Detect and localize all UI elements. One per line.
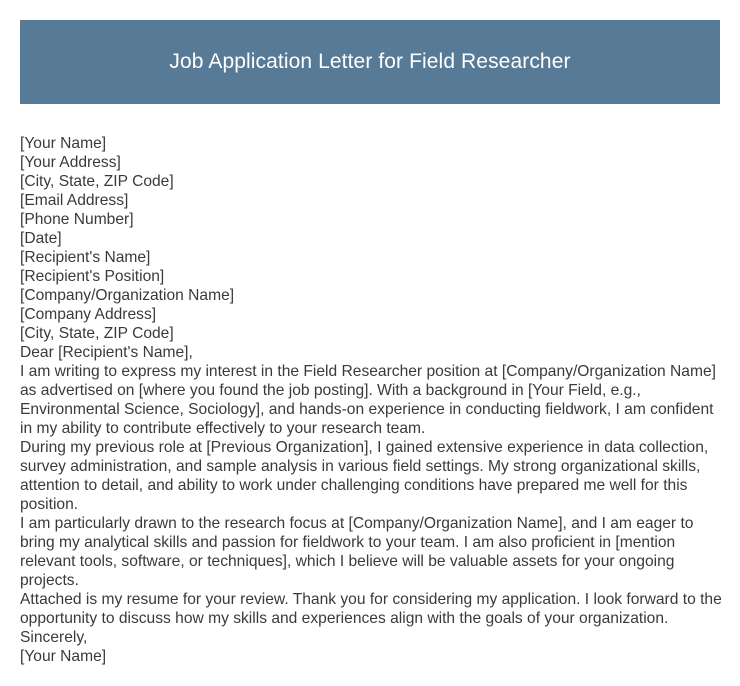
recipient-position: [Recipient's Position] [20, 268, 165, 285]
sender-email: [Email Address] [20, 192, 129, 209]
recipient-company: [Company/Organization Name] [20, 287, 235, 304]
paragraph-experience: During my previous role at [Previous Organization], I gained extensive experience in data collection, survey administration, and sample analysis in various field settings. My strong organizational skills, attention to detail, and ability to work under challenging conditions have prepared me well for this position. [20, 439, 709, 513]
paragraph-intro: I am writing to express my interest in the Field Researcher position at [Company/Organization Name] as advertised on [where you found the job posting]. With a background in [Your Field, e.g., Environmental Science, Sociology], and hands-on experience in conducting fieldwork, I am confident in my ability to contribute effectively to your research team. [20, 363, 716, 437]
letter-body [20, 134, 722, 666]
salutation: Dear [Recipient's Name], [20, 344, 193, 361]
letter-date: [Date] [20, 230, 62, 247]
sender-name: [Your Name] [20, 135, 107, 152]
sender-city-state-zip: [City, State, ZIP Code] [20, 173, 174, 190]
sender-phone: [Phone Number] [20, 211, 134, 228]
paragraph-closing-remarks: Attached is my resume for your review. Thank you for considering my application. I look forward to the opportunity to discuss how my skills and experiences align with the goals of your organization. [20, 591, 722, 627]
recipient-name: [Recipient's Name] [20, 249, 151, 266]
recipient-city-state-zip: [City, State, ZIP Code] [20, 325, 174, 342]
sender-address: [Your Address] [20, 154, 121, 171]
signature: [Your Name] [20, 648, 107, 665]
page-header [20, 20, 720, 104]
page-title: Job Application Letter for Field Researcher [169, 50, 571, 73]
closing: Sincerely, [20, 629, 88, 646]
recipient-address: [Company Address] [20, 306, 157, 323]
paragraph-interest: I am particularly drawn to the research focus at [Company/Organization Name], and I am eager to bring my analytical skills and passion for fieldwork to your team. I am also proficient in [mention relevant tools, software, or techniques], which I believe will be valuable assets for your ongoing projects. [20, 515, 694, 589]
